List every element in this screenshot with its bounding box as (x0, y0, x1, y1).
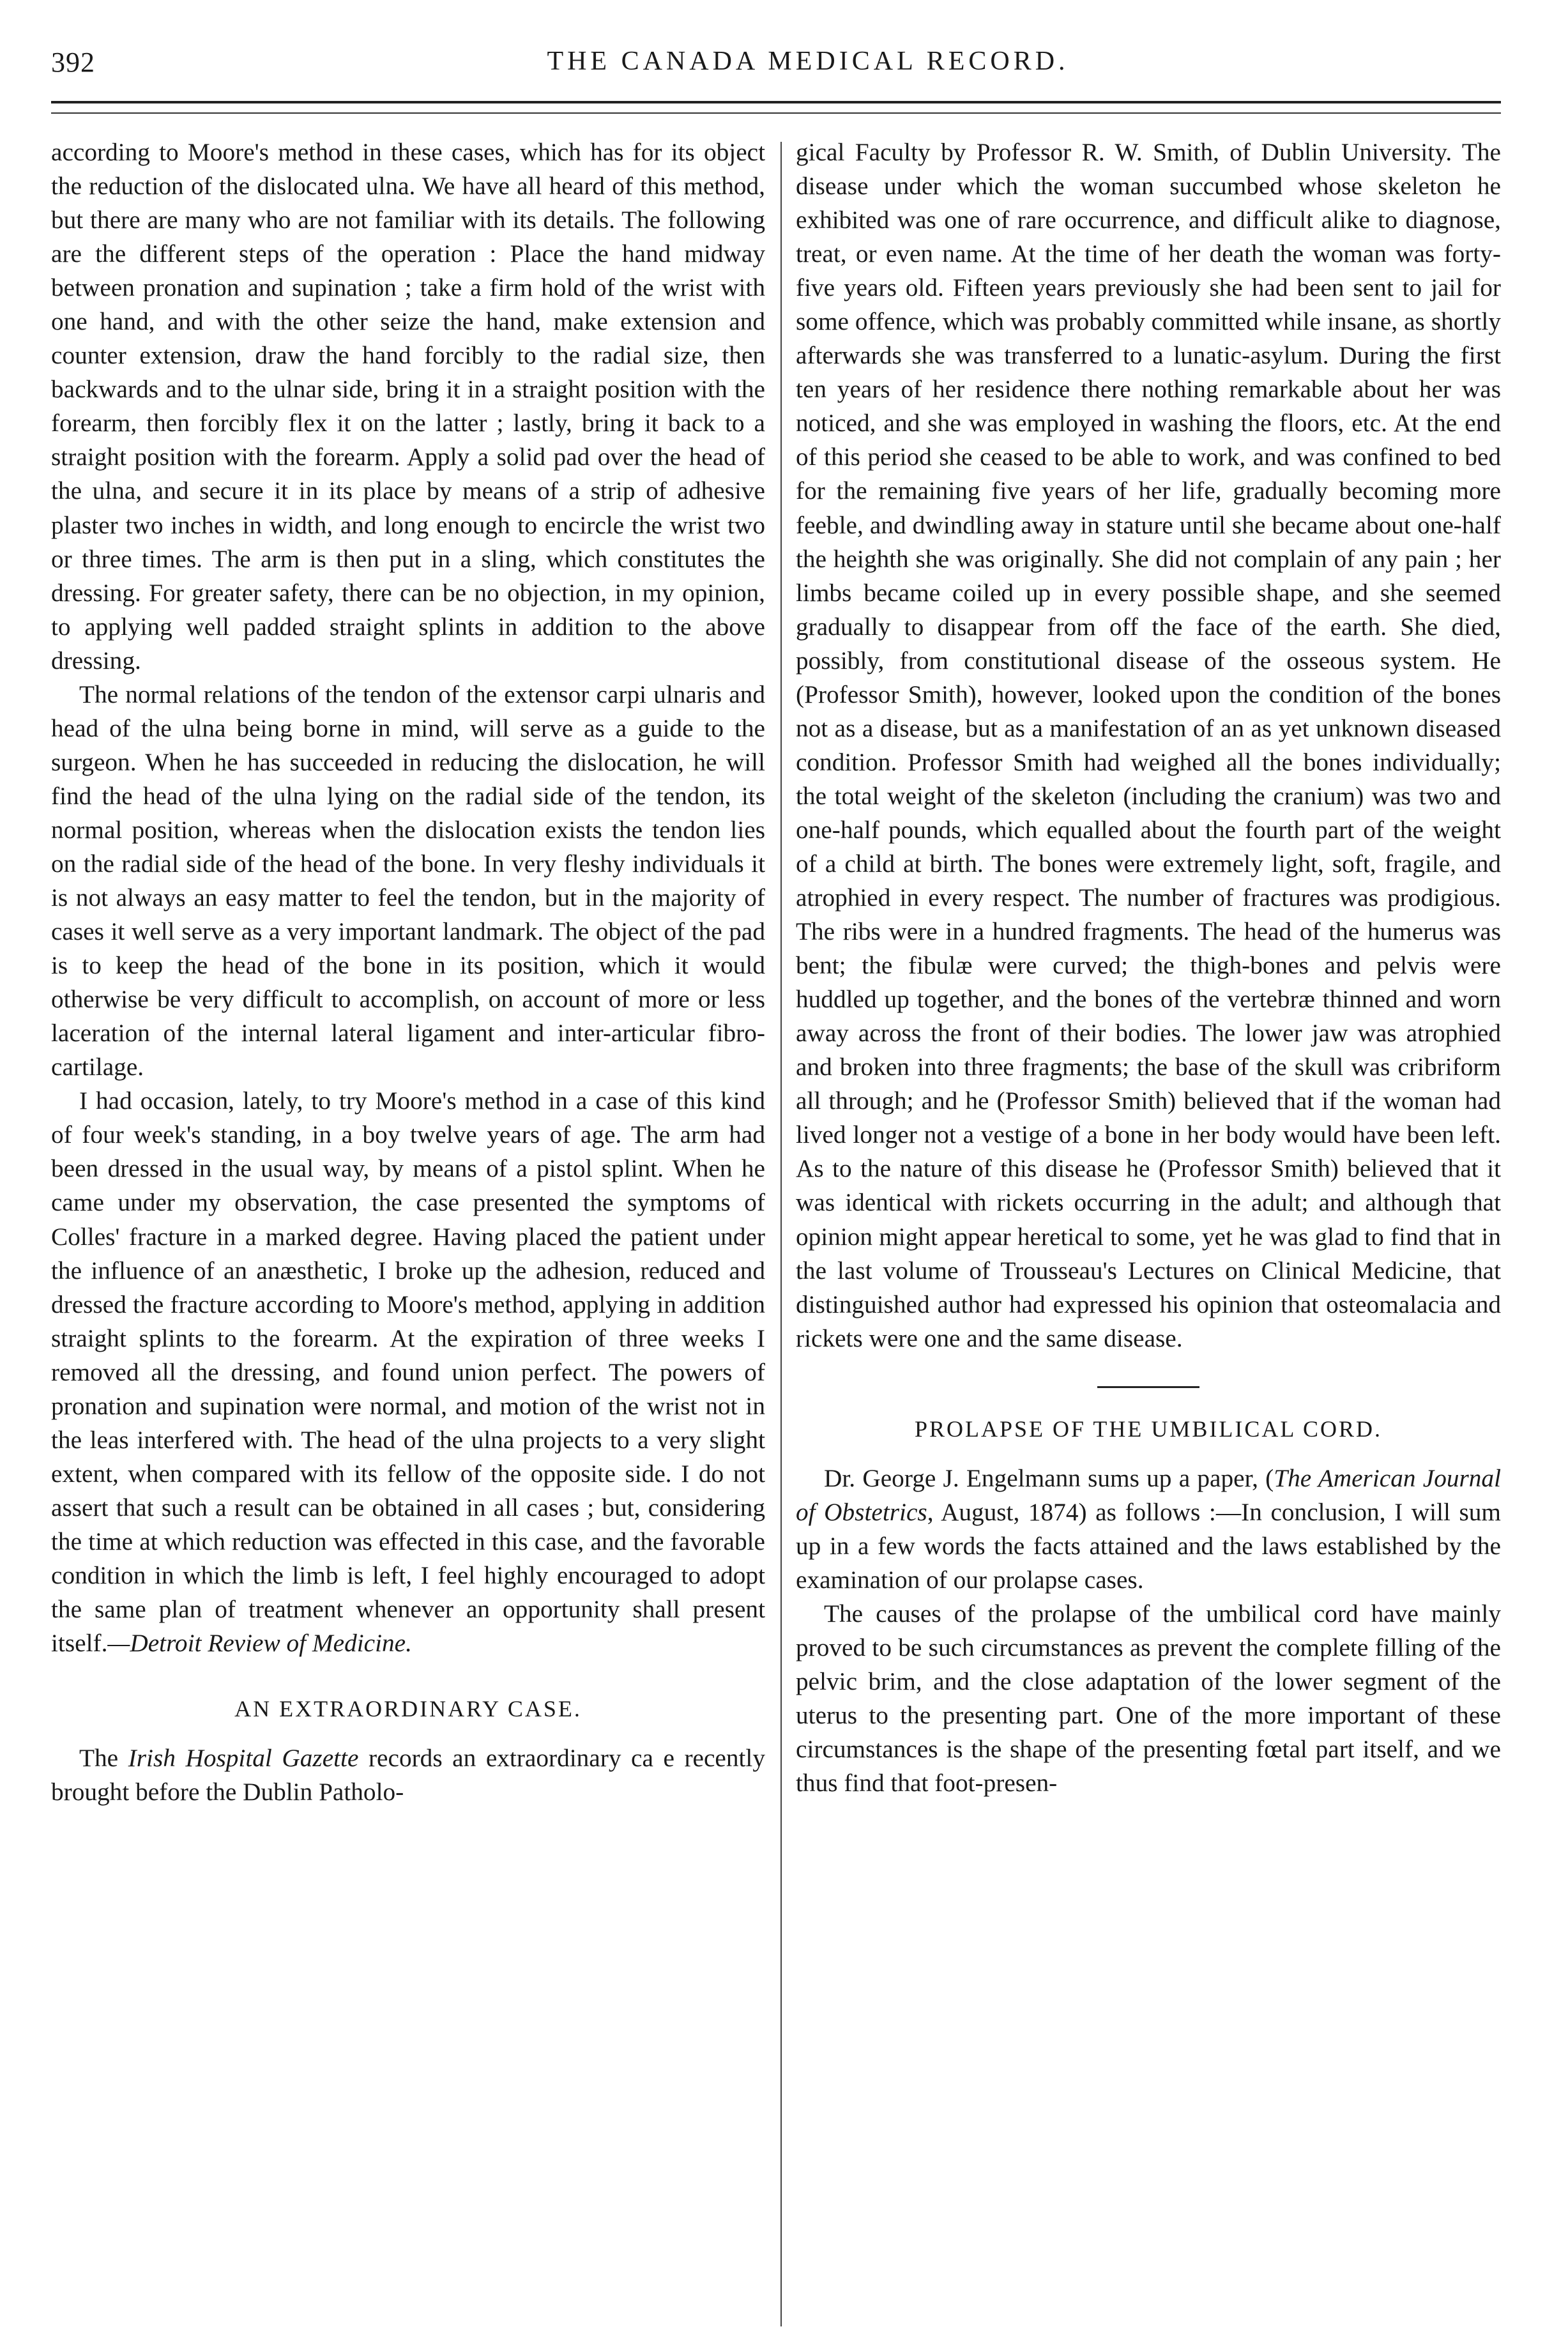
paragraph: The causes of the prolapse of the umbilical cord have mainly proved to be such circumstances as prevent the complete filling of the pelvic brim, and the close adaptation of the lower segment of the uterus to the presenting part. One of the more important of these circumstances is the shape of the presenting fœtal part itself, and we thus find that foot-presen- (796, 1599, 1501, 1798)
paragraph-lead: The (79, 1744, 128, 1773)
column-divider (780, 142, 782, 2326)
header-rule-thin (51, 112, 1501, 114)
page-header (51, 46, 1501, 97)
paragraph-lead: Dr. George J. Engelmann sums up a paper, ( (824, 1463, 1274, 1492)
paragraph (51, 1741, 765, 1809)
running-title: THE CANADA MEDICAL RECORD. (547, 47, 1069, 76)
section-separator (1097, 1386, 1199, 1388)
section-heading-prolapse: PROLAPSE OF THE UMBILICAL CORD. (914, 1416, 1383, 1442)
paragraph: gical Faculty by Professor R. W. Smith, of Dublin University. The disease under which the woman succumbed whose skeleton he exhibited was one of rare occurrence, and difficult alike to diagnose, treat, or even name. At the time of her death the woman was forty-five years old. Fifteen years previously she had been sent to jail for some offence, which was probably committed while insane, as shortly afterwards she was transferred to a lunatic-asylum. During the first ten years of her residence there nothing remarkable about her was noticed, and she was employed in washing the floors, etc. At the end of this period she ceased to be able to work, and was confined to bed for the remaining five years of her life, gradually becoming more feeble, and dwindling away in stature until she became about one-half the heighth she was originally. She did not complain of any pain ; her limbs became coiled up in every possible shape, and she seemed gradually to disappear from off the face of the earth. She died, possibly, from constitutional disease of the osseous system. He (Professor Smith), however, looked upon the condition of the bones not as a disease, but as a manifestation of an as yet unknown diseased condition. Professor Smith had weighed all the bones individually; the total weight of the skeleton (including the cranium) was two and one-half pounds, which equalled about the fourth part of the weight of a child at birth. The bones were extremely light, soft, fragile, and atrophied in every respect. The number of fractures was prodigious. The ribs were in a hundred fragments. The head of the humerus was bent; the fibulæ were curved; the thigh-bones and pelvis were huddled up together, and the bones of the vertebræ thinned and worn away across the front of their bodies. The lower jaw was atrophied and broken into three fragments; the base of the skull was cribriform all through; and he (Professor Smith) believed that if the woman had lived longer not a vestige of a bone in her body would have been left. As to the nature of this disease he (Professor Smith) believed that it was identical with rickets occurring in the adult; and although that opinion might appear heretical to some, yet he was glad to find that in the last volume of Trousseau's Lectures on Clinical Medicine, that distinguished author had expressed his opinion that osteomalacia and rickets were one and the same disease. (796, 138, 1501, 1352)
section-heading-extraordinary-case: AN EXTRAORDINARY CASE. (234, 1696, 582, 1722)
paragraph-text: I had occasion, lately, to try Moore's method in a case of this kind of four week's standing, in a boy twelve years of age. The arm had been dressed in the usual way, by means of a pistol splint. When he came under my observation, the case presented the symptoms of Colles' fracture in a marked degree. Having placed the patient under the influence of an anæsthetic, I broke up the adhesion, reduced and dressed the fracture according to Moore's method, applying in addition straight splints to the forearm. At the expiration of three weeks I removed all the dressing, and found union perfect. The powers of pronation and supination were normal, and motion of the wrist not in the leas interfered with. The head of the ulna projects to a very slight extent, when compared with its fellow of the opposite side. I do not assert that such a result can be obtained in all cases ; but, considering the time at which reduction was effected in this case, and the favorable condition in which the limb is left, I feel highly encouraged to adopt the same plan of treatment whenever an opportunity shall present itself. (51, 1087, 765, 1658)
left-column (51, 135, 765, 1809)
paragraph (796, 1462, 1501, 1597)
paragraph: according to Moore's method in these cases, which has for its object the reduction of the dislocated ulna. We have all heard of this method, but there are many who are not familiar with its details. The following are the different steps of the operation : Place the hand midway between pronation and supination ; take a firm hold of the wrist with one hand, and with the other seize the hand, make extension and counter extension, draw the hand forcibly to the radial size, then backwards and to the ulnar side, bring it in a straight position with the forearm, then forcibly flex it on the latter ; lastly, bring it back to a straight position with the forearm. Apply a solid pad over the head of the ulna, and secure it in its place by means of a strip of adhesive plaster two inches in width, and long enough to encircle the wrist two or three times. The arm is then put in a sling, which constitutes the dressing. For greater safety, there can be no objection, in my opinion, to applying well padded straight splints in addition to the above dressing. (51, 138, 765, 675)
journal-title: Irish Hospital Gazette (128, 1744, 359, 1773)
page-number: 392 (51, 47, 95, 78)
source-citation: —Detroit Review of Medicine. (107, 1629, 412, 1658)
paragraph-text: , August, 1874) as follows :—In conclusion, I will sum up in a few words the facts attained and the laws established by the examination of our prolapse cases. (796, 1497, 1502, 1594)
right-column (796, 135, 1501, 1800)
paragraph: The normal relations of the tendon of the extensor carpi ulnaris and head of the ulna being borne in mind, will serve as a guide to the surgeon. When he has succeeded in reducing the dislocation, he will find the head of the ulna lying on the radial side of the tendon, its normal position, whereas when the dislocation exists the tendon lies on the radial side of the head of the bone. In very fleshy individuals it is not always an easy matter to feel the tendon, but in the majority of cases it well serve as a very important landmark. The object of the pad is to keep the head of the bone in its position, which it would otherwise be very difficult to accomplish, on account of more or less laceration of the internal lateral ligament and inter-articular fibro-cartilage. (51, 680, 765, 1081)
paragraph-text: records an extraordinary ca e recently brought before the Dublin Patholo- (51, 1744, 765, 1806)
journal-title: The American Journal of Obstetrics (796, 1463, 1501, 1526)
header-rule (51, 101, 1501, 103)
paragraph (51, 1084, 765, 1660)
